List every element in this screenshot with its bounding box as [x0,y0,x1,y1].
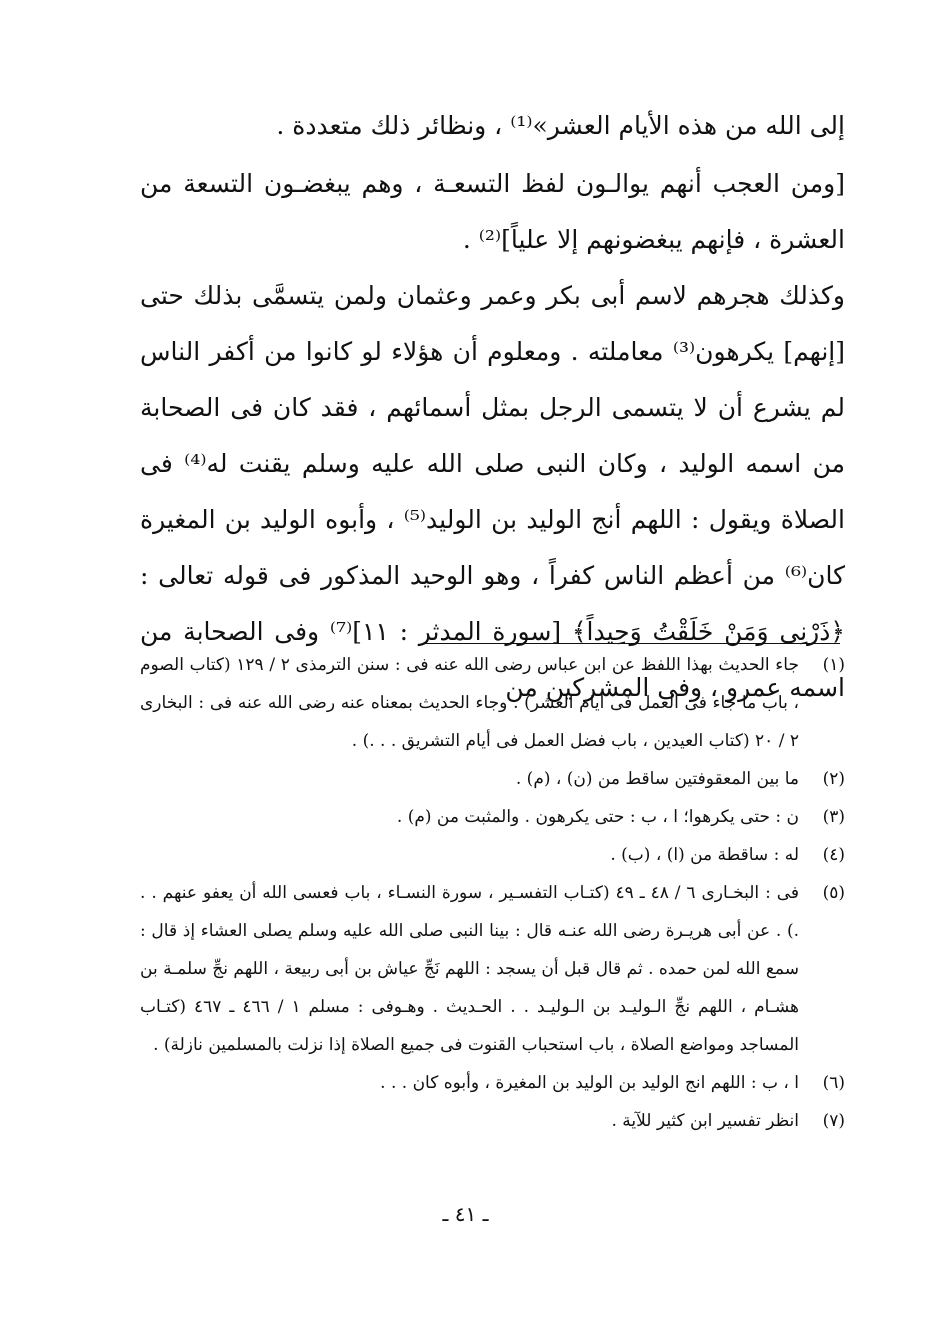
footnote-2 [140,760,845,798]
footnote-divider [423,643,840,644]
footnote-text: فى : البخـارى ٦ / ٤٨ ـ ٤٩ (كتـاب التفسـير ، سورة النسـاء ، باب فعسى الله أن يعفو عنهم . . .) . عن أبى هريـرة رضى الله عنـه قال : بينا النبى صلى الله عليه وسلم يصلى العشاء إذ قال : سمع الله لمن حمده . ثم قال قبل أن يسجد : اللهم نَجِّ عياش بن أبى ربيعة ، اللهم نجِّ سلمـة بن هشـام ، اللهم نجِّ الـوليـد بن الـوليـد . . الحـديث . وهـوفى : مسلم ١ / ٤٦٦ ـ ٤٦٧ (كتـاب المساجد ومواضع الصلاة ، باب استحباب القنوت فى جميع الصلاة إذا نزلت بالمسلمين نازلة) . [140,883,800,1055]
body-paragraph-3: وكذلك هجرهم لاسم أبى بكر وعمر وعثمان ولمن يتسمَّى بذلك حتى [إنهم] يكرهون⁽³⁾ معاملته . ومعلوم أن هؤلاء لو كانوا من أكفر الناس لم يشرع أن لا يتسمى الرجل بمثل أسمائهم ، فقد كان فى الصحابة من اسمه الوليد ، وكان النبى صلى الله عليه وسلم يقنت له⁽⁴⁾ فى الصلاة ويقول : اللهم أنج الوليد بن الوليد⁽⁵⁾ ، وأبوه الوليد بن المغيرة كان⁽⁶⁾ من أعظم الناس كفراً ، وهو الوحيد المذكور فى قوله تعالى : ﴿ذَرْنِى وَمَنْ خَلَقْتُ وَحِيداً﴾ [سورة المدثر : ١١]⁽⁷⁾ وفى الصحابة من اسمه عمرو ، وفى المشركين من [140,281,846,702]
body-paragraph-2: [ومن العجب أنهم يوالـون لفظ التسعـة ، وهم يبغضـون التسعة من العشرة ، فإنهم يبغضونهم إلا علياً]⁽²⁾ . [140,169,845,254]
footnote-6 [140,1064,845,1102]
footnote-7 [140,1102,845,1140]
footnote-1 [140,646,845,760]
footnote-number: (٦) [822,1073,845,1093]
footnote-3 [140,798,845,836]
footnote-text: له : ساقطة من (ا) ، (ب) . [610,845,799,865]
body-paragraph-1: إلى الله من هذه الأيام العشر»⁽¹⁾ ، ونظائر ذلك متعددة . [276,111,845,140]
page-number: ـ ٤١ ـ [442,1202,489,1226]
footnote-number: (٥) [822,883,845,903]
footnote-text: ن : حتى يكرهوا؛ ا ، ب : حتى يكرهون . والمثبت من (م) . [396,807,799,827]
footnote-4 [140,836,845,874]
footnote-number: (٧) [822,1111,845,1131]
footnote-number: (٢) [822,769,845,789]
footnote-text: جاء الحديث بهذا اللفظ عن ابن عباس رضى الله عنه فى : سنن الترمذى ٢ / ١٢٩ (كتاب الصوم ، باب ما جاء فى العمل فى أيام العشر) . وجاء الحديث بمعناه عنه رضى الله عنه فى : البخارى ٢ / ٢٠ (كتاب العيدين ، باب فضل العمل فى أيام التشريق . . .) . [140,655,799,751]
footnote-text: انظر تفسير ابن كثير للآية . [611,1111,799,1131]
footnote-number: (١) [822,655,845,675]
footnote-text: ا ، ب : اللهم انج الوليد بن الوليد بن المغيرة ، وأبوه كان . . . [380,1073,799,1093]
footnote-number: (٤) [822,845,845,865]
footnote-text: ما بين المعقوفتين ساقط من (ن) ، (م) . [515,769,799,789]
footnote-5 [140,874,845,1064]
footnotes-section [140,646,845,1140]
footnote-number: (٣) [822,807,845,827]
